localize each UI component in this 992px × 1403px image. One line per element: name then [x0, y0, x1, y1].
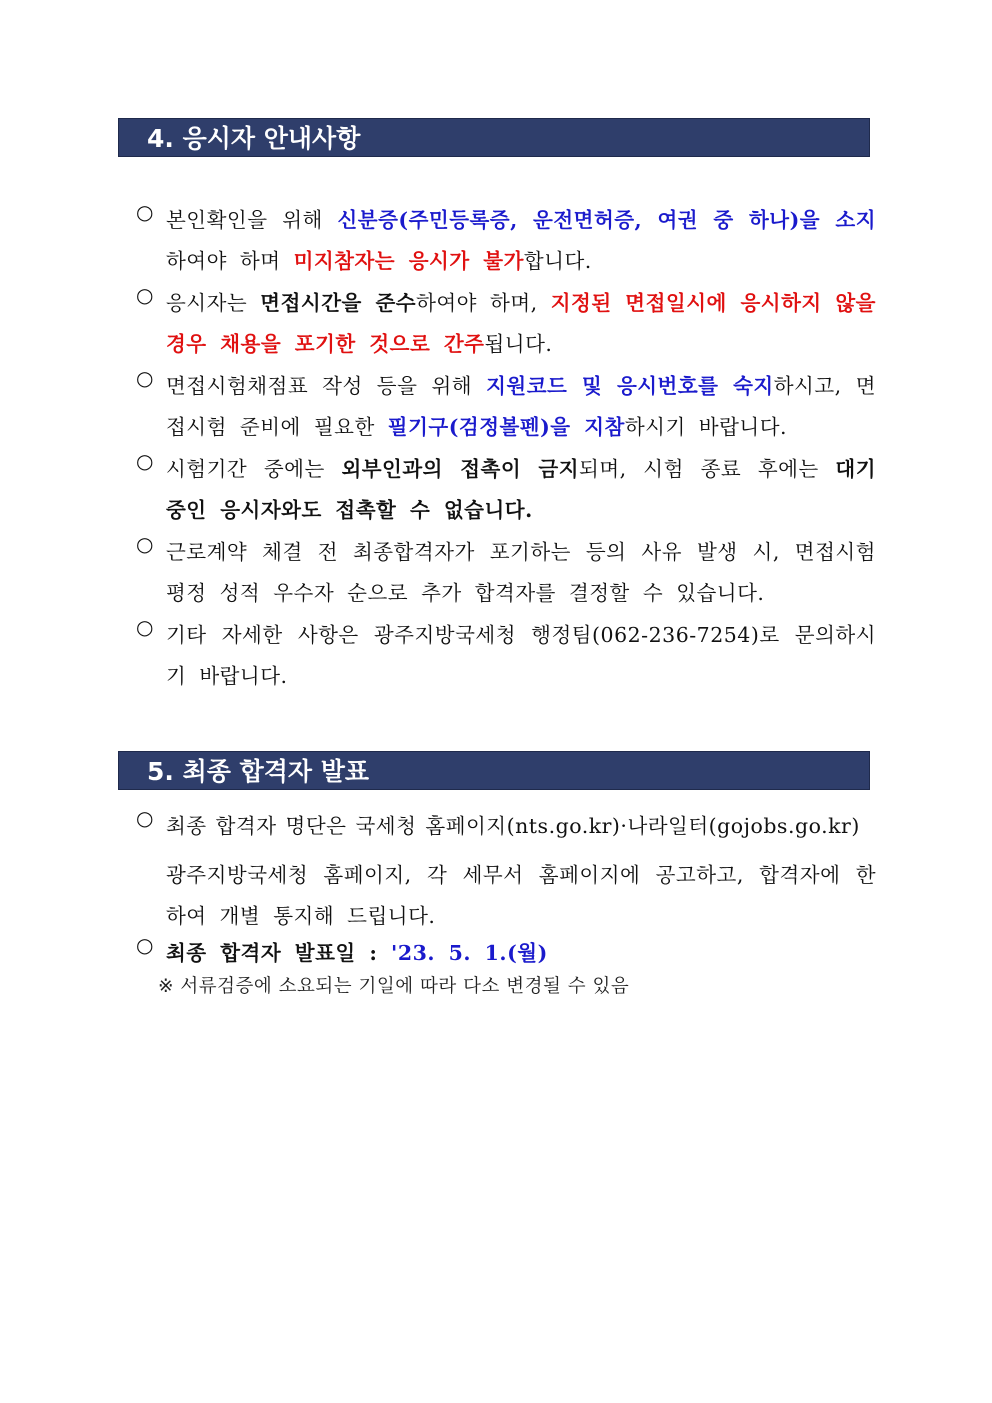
list-item	[136, 366, 876, 448]
bullet-icon: ○	[136, 366, 154, 390]
bullet-icon: ○	[136, 532, 154, 556]
list-item	[136, 615, 876, 697]
bullet-icon: ○	[136, 933, 154, 957]
list-item	[136, 283, 876, 365]
item-text: 시험기간 중에는 외부인과의 접촉이 금지되며, 시험 종료 후에는 대기 중인 응시자와도 접촉할 수 없습니다.	[166, 457, 877, 522]
item-text: 기타 자세한 사항은 광주지방국세청 행정팀(062-236-7254)로 문의하시기 바랍니다.	[166, 623, 876, 688]
list-item	[136, 933, 876, 974]
bullet-icon: ○	[136, 615, 154, 639]
section-title: 4. 응시자 안내사항	[147, 124, 361, 153]
item-text: 면접시험채점표 작성 등을 위해 지원코드 및 응시번호를 숙지하시고, 면접시험 준비에 필요한 필기구(검정볼펜)을 지참하시기 바랍니다.	[166, 374, 877, 439]
bullet-icon: ○	[136, 449, 154, 473]
list-item	[136, 532, 876, 614]
item-text-cont: 광주지방국세청 홈페이지, 각 세무서 홈페이지에 공고하고, 합격자에 한하여 개별 통지해 드립니다.	[166, 863, 876, 928]
list-item	[136, 449, 876, 531]
item-text: 응시자는 면접시간을 준수하여야 하며, 지정된 면접일시에 응시하지 않을 경우 채용을 포기한 것으로 간주됩니다.	[166, 291, 876, 356]
list-item	[136, 806, 876, 937]
announcement-date: '23. 5. 1.(월)	[391, 941, 548, 965]
bullet-icon: ○	[136, 283, 154, 307]
section-title: 5. 최종 합격자 발표	[147, 757, 370, 786]
list-item	[136, 200, 876, 282]
announcement-label: 최종 합격자 발표일 :	[166, 941, 392, 965]
item-text: 본인확인을 위해 신분증(주민등록증, 운전면허증, 여권 중 하나)을 소지하여야 하며 미지참자는 응시가 불가합니다.	[166, 208, 876, 273]
section-header-4	[118, 118, 870, 157]
bullet-icon: ○	[136, 806, 154, 830]
item-text: 근로계약 체결 전 최종합격자가 포기하는 등의 사유 발생 시, 면접시험 평정 성적 우수자 순으로 추가 합격자를 결정할 수 있습니다.	[166, 540, 876, 605]
footnote: ※ 서류검증에 소요되는 기일에 따라 다소 변경될 수 있음	[158, 976, 630, 997]
item-text	[166, 933, 876, 974]
item-text: 최종 합격자 명단은 국세청 홈페이지(nts.go.kr)·나라일터(gojobs.go.kr)	[166, 814, 860, 838]
bullet-icon: ○	[136, 200, 154, 224]
section-header-5	[118, 751, 870, 790]
